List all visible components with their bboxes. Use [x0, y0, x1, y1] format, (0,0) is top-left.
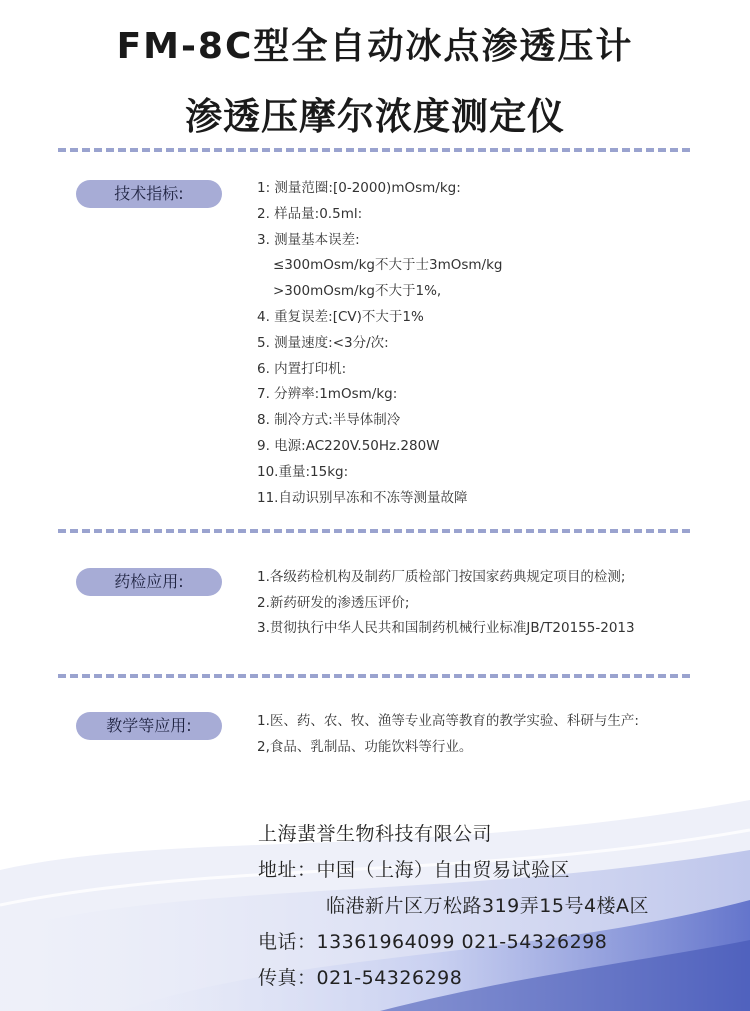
company-fax: 传真：021-54326298 [258, 967, 463, 989]
list-item: 1: 测量范圈:[0-2000)mOsm/kg: [257, 180, 461, 196]
list-item: 4. 重复误差:[CV)不大于1% [257, 308, 424, 325]
teaching-section-label: 教学等应用: [76, 712, 222, 740]
list-item: 1.各级药检机构及制药厂质检部门按国家药典规定项目的检测; [257, 569, 626, 585]
list-item: 11.自动识别早冻和不冻等测量故障 [257, 489, 468, 506]
divider [58, 529, 690, 533]
list-item: 10.重量:15kg: [257, 463, 349, 480]
pharma-list [257, 565, 635, 642]
divider [58, 674, 690, 678]
list-item: 7. 分辨率:1mOsm/kg: [257, 386, 398, 403]
list-item: 1.医、药、农、牧、渔等专业高等教育的教学实验、科研与生产: [257, 713, 639, 729]
list-item: >300mOsm/kg不大于1%, [273, 283, 442, 300]
list-item: 8. 制冷方式:半导体制冷 [257, 412, 401, 429]
list-item: 3. 测量基本误差: [257, 231, 360, 248]
company-info [258, 816, 649, 996]
list-item: 9. 电源:AC220V.50Hz.280W [257, 437, 440, 454]
company-name: 上海蜚誉生物科技有限公司 [258, 823, 493, 845]
specs-section-label: 技术指标: [76, 180, 222, 208]
list-item: 5. 测量速度:<3分/次: [257, 334, 389, 351]
specs-list [257, 176, 502, 511]
list-item: 2,食品、乳制品、功能饮料等行业。 [257, 738, 473, 755]
list-item: ≤300mOsm/kg不大于士3mOsm/kg [273, 257, 503, 274]
list-item: 6. 内置打印机: [257, 360, 347, 377]
page-title: FM-8C型全自动冰点渗透压计 [116, 26, 634, 67]
page-subtitle: 渗透压摩尔浓度测定仪 [185, 95, 565, 138]
company-address-detail: 临港新片区万松路319弄15号4楼A区 [326, 895, 650, 917]
list-item: 2.新药研发的渗透压评价; [257, 594, 410, 611]
divider [58, 148, 690, 152]
list-item: 2. 样品量:0.5ml: [257, 205, 363, 222]
company-phone: 电话：13361964099 021-54326298 [258, 931, 608, 953]
company-address: 地址：中国（上海）自由贸易试验区 [258, 859, 571, 881]
teaching-list [257, 709, 639, 760]
pharma-section-label: 药检应用: [76, 568, 222, 596]
list-item: 3.贯彻执行中华人民共和国制药机械行业标准JB/T20155-2013 [257, 620, 635, 636]
